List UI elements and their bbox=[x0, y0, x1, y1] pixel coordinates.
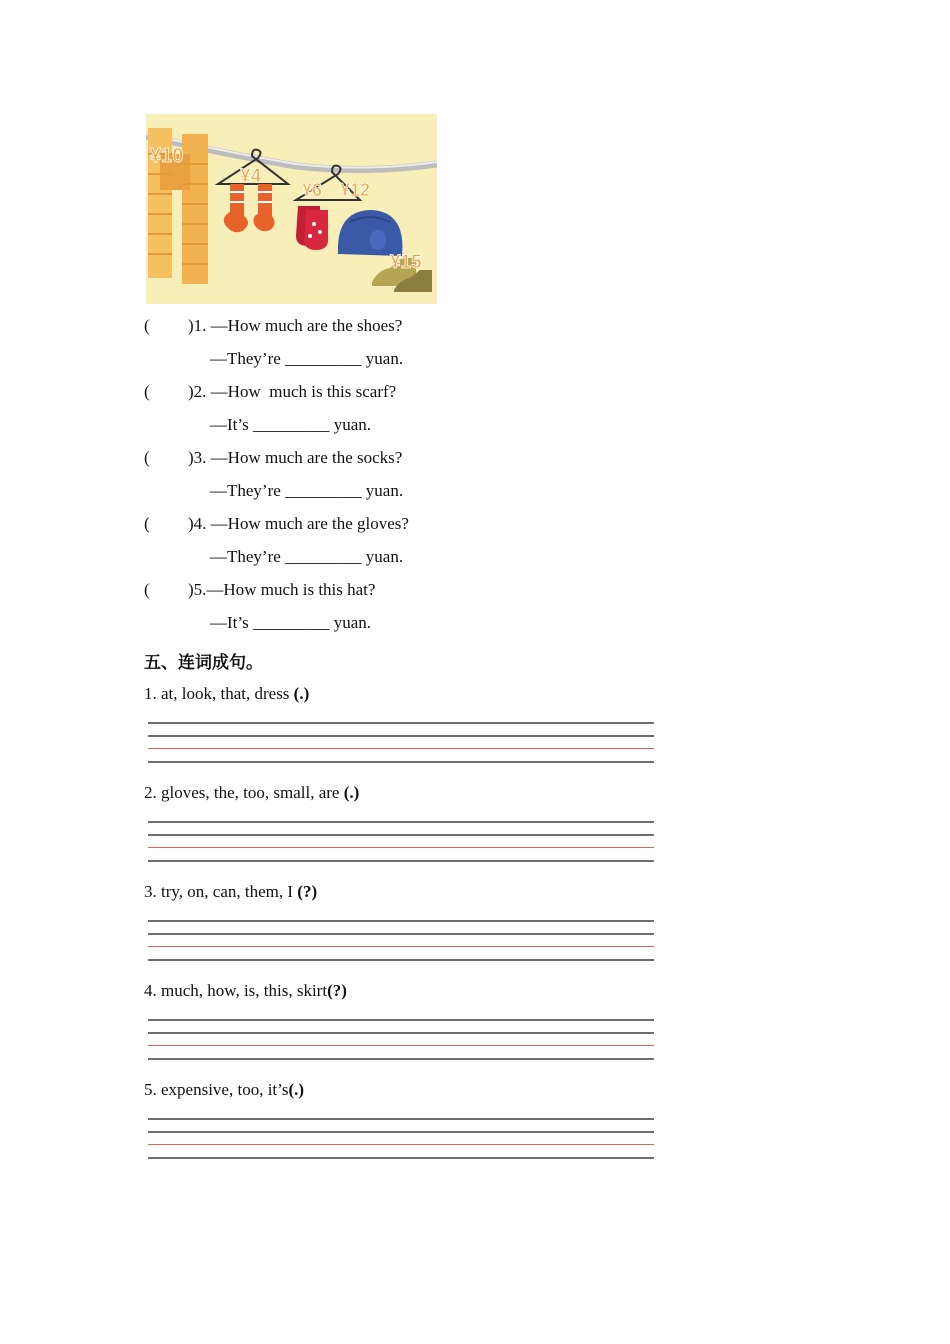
guide-line bbox=[148, 1058, 654, 1060]
price-tag: ¥10 bbox=[150, 145, 184, 167]
guide-line bbox=[148, 920, 654, 922]
red-guide-line bbox=[148, 1144, 654, 1145]
red-guide-line bbox=[148, 748, 654, 749]
guide-line bbox=[148, 722, 654, 724]
punctuation-hint: (.) bbox=[343, 783, 360, 802]
writing-lines[interactable] bbox=[148, 920, 654, 962]
clothes-price-illustration bbox=[146, 114, 437, 304]
section-title: 五、连词成句。 bbox=[144, 653, 263, 673]
sentence-prompt bbox=[144, 684, 309, 704]
word-list: 4. much, how, is, this, skirt bbox=[144, 981, 328, 1000]
word-list: 5. expensive, too, it’s bbox=[144, 1080, 289, 1099]
price-tag: ¥12 bbox=[340, 180, 371, 200]
answer-paren[interactable]: ( bbox=[144, 514, 150, 533]
guide-line bbox=[148, 1032, 654, 1034]
writing-lines[interactable] bbox=[148, 1118, 654, 1160]
word-list: 3. try, on, can, them, I bbox=[144, 882, 298, 901]
red-guide-line bbox=[148, 1045, 654, 1046]
punctuation-hint: (.) bbox=[288, 1080, 305, 1099]
punctuation-hint: (.) bbox=[293, 684, 310, 703]
guide-line bbox=[148, 821, 654, 823]
sentence-prompt bbox=[144, 981, 347, 1001]
punctuation-hint: (?) bbox=[297, 882, 318, 901]
guide-line bbox=[148, 959, 654, 961]
guide-line bbox=[148, 1118, 654, 1120]
writing-lines[interactable] bbox=[148, 821, 654, 863]
sentence-prompt bbox=[144, 1080, 304, 1100]
answer-line[interactable]: —It’s _________ yuan. bbox=[210, 415, 372, 434]
guide-line bbox=[148, 1131, 654, 1133]
answer-paren[interactable]: ( bbox=[144, 580, 150, 599]
guide-line bbox=[148, 860, 654, 862]
answer-paren[interactable]: ( bbox=[144, 382, 150, 401]
question-text: )5.—How much is this hat? bbox=[188, 580, 376, 599]
answer-line[interactable]: —It’s _________ yuan. bbox=[210, 613, 372, 632]
answer-line[interactable]: —They’re _________ yuan. bbox=[210, 349, 404, 368]
question-text: )4. —How much are the gloves? bbox=[188, 514, 409, 533]
price-tag: ¥6 bbox=[302, 180, 323, 200]
answer-paren[interactable]: ( bbox=[144, 316, 150, 335]
word-list: 2. gloves, the, too, small, are bbox=[144, 783, 344, 802]
guide-line bbox=[148, 735, 654, 737]
red-guide-line bbox=[148, 946, 654, 947]
guide-line bbox=[148, 761, 654, 763]
question-text: )1. —How much are the shoes? bbox=[188, 316, 403, 335]
gloves-icon bbox=[296, 206, 328, 250]
writing-lines[interactable] bbox=[148, 722, 654, 764]
sentence-prompt bbox=[144, 882, 317, 902]
answer-line[interactable]: —They’re _________ yuan. bbox=[210, 547, 404, 566]
punctuation-hint: (?) bbox=[327, 981, 347, 1000]
question-text: )3. —How much are the socks? bbox=[188, 448, 403, 467]
guide-line bbox=[148, 834, 654, 836]
answer-paren[interactable]: ( bbox=[144, 448, 150, 467]
price-tag: ¥15 bbox=[390, 252, 422, 273]
word-list: 1. at, look, that, dress bbox=[144, 684, 294, 703]
guide-line bbox=[148, 1157, 654, 1159]
red-guide-line bbox=[148, 847, 654, 848]
price-tag: ¥4 bbox=[240, 166, 262, 187]
guide-line bbox=[148, 1019, 654, 1021]
writing-lines[interactable] bbox=[148, 1019, 654, 1061]
guide-line bbox=[148, 933, 654, 935]
answer-line[interactable]: —They’re _________ yuan. bbox=[210, 481, 404, 500]
question-text: )2. —How much is this scarf? bbox=[188, 382, 397, 401]
sentence-prompt bbox=[144, 783, 359, 803]
